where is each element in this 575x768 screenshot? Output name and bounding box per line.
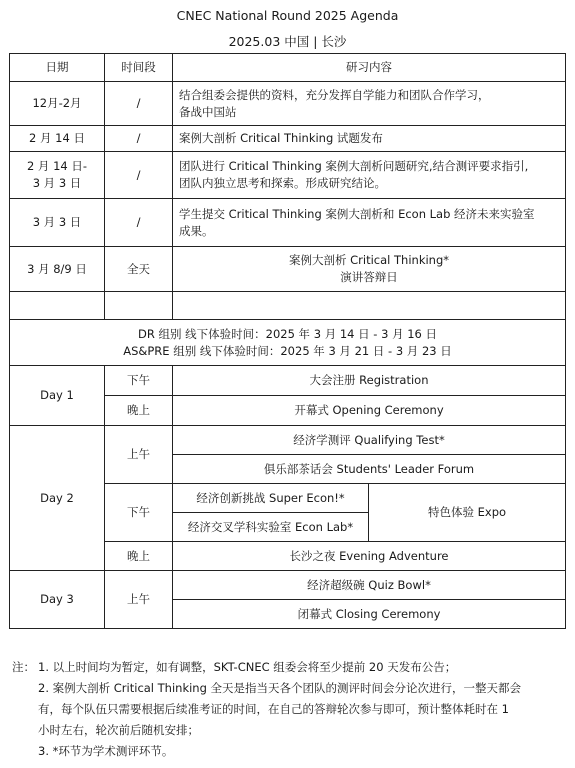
note-item — [12, 657, 564, 678]
table-row — [10, 152, 566, 199]
row-date: 2 月 14 日 — [10, 126, 105, 152]
table-header-row — [10, 54, 566, 82]
day2-expo: 特色体验 Expo — [369, 484, 566, 542]
note-line: 3. *环节为学术测评环节。 — [38, 744, 174, 758]
row-date: 3 月 8/9 日 — [10, 247, 105, 292]
content-line: 团队内独立思考和探索。形成研究结论。 — [179, 176, 386, 190]
row-content — [173, 152, 566, 199]
day3-label: Day 3 — [10, 571, 105, 629]
day1-afternoon: 下午 — [105, 366, 173, 396]
day1-opening: 开幕式 Opening Ceremony — [173, 396, 566, 426]
row-time: / — [105, 199, 173, 247]
header-date: 日期 — [10, 54, 105, 82]
table-row — [10, 571, 566, 600]
experience-line-as-pre: AS&PRE 组别 线下体验时间：2025 年 3 月 21 日 - 3 月 23 日 — [123, 343, 452, 358]
row-time: / — [105, 82, 173, 126]
content-line: 案例大剖析 Critical Thinking* — [288, 253, 450, 267]
content-line: 成果。 — [179, 223, 214, 238]
agenda-table — [9, 53, 566, 629]
day2-evening: 晚上 — [105, 542, 173, 571]
empty-cell — [173, 292, 566, 320]
page-title: CNEC National Round 2025 Agenda — [176, 8, 399, 23]
content-line: 备战中国站 — [179, 104, 237, 119]
notes-section — [12, 657, 564, 762]
note-text: 1. 以上时间均为暂定，如有调整，SKT-CNEC 组委会将至少提前 20 天发布公告； — [38, 660, 457, 674]
table-row — [10, 126, 566, 152]
row-content — [173, 82, 566, 126]
day1-evening: 晚上 — [105, 396, 173, 426]
day3-closing: 闭幕式 Closing Ceremony — [173, 600, 566, 629]
day2-qualifying: 经济学测评 Qualifying Test* — [173, 426, 566, 455]
day2-morning: 上午 — [105, 426, 173, 484]
day1-registration: 大会注册 Registration — [173, 366, 566, 396]
header-time: 时间段 — [105, 54, 173, 82]
row-time: / — [105, 126, 173, 152]
experience-line-dr: DR 组别 线下体验时间：2025 年 3 月 14 日 - 3 月 16 日 — [137, 326, 438, 341]
table-row — [10, 366, 566, 396]
day1-label: Day 1 — [10, 366, 105, 426]
row-date — [10, 152, 105, 199]
content-line: 案例大剖析 Critical Thinking 试题发布 — [179, 131, 383, 145]
day2-label: Day 2 — [10, 426, 105, 571]
content-line: 团队进行 Critical Thinking 案例大剖析问题研究,结合测评要求指引, — [179, 159, 529, 173]
content-line: 演讲答辩日 — [340, 270, 398, 284]
experience-time-row — [10, 320, 566, 366]
note-line: 有，每个队伍只需要根据后续准考证的时间，在自己的答辩轮次参与即可，预计整体耗时在 1 — [38, 702, 509, 716]
table-row — [10, 82, 566, 126]
note-line: 2. 案例大剖析 Critical Thinking 全天是指当天各个团队的测评时间会分论次进行，一整天都会 — [38, 681, 522, 695]
row-content — [173, 126, 566, 152]
day2-afternoon: 下午 — [105, 484, 173, 542]
date-line: 3 月 3 日 — [32, 176, 82, 190]
day2-evening-adventure: 长沙之夜 Evening Adventure — [173, 542, 566, 571]
experience-time-cell — [10, 320, 566, 366]
content-line: 结合组委会提供的资料，充分发挥自学能力和团队合作学习， — [179, 87, 490, 102]
row-content — [173, 199, 566, 247]
empty-cell — [10, 292, 105, 320]
note-item — [12, 741, 564, 762]
row-time: / — [105, 152, 173, 199]
notes-label: 注： — [12, 660, 35, 674]
row-date: 12月-2月 — [10, 82, 105, 126]
table-row — [10, 199, 566, 247]
empty-cell — [105, 292, 173, 320]
table-row-empty — [10, 292, 566, 320]
page-subtitle: 2025.03 中国 | 长沙 — [228, 34, 347, 49]
day2-super-econ: 经济创新挑战 Super Econ!* — [173, 484, 369, 513]
date-line: 2 月 14 日- — [26, 159, 88, 173]
day3-quiz-bowl: 经济超级碗 Quiz Bowl* — [173, 571, 566, 600]
table-row — [10, 426, 566, 455]
day3-morning: 上午 — [105, 571, 173, 629]
day2-econ-lab: 经济交叉学科实验室 Econ Lab* — [173, 513, 369, 542]
note-line: 小时左右，轮次前后随机安排； — [38, 723, 199, 737]
row-date: 3 月 3 日 — [10, 199, 105, 247]
header-content: 研习内容 — [173, 54, 566, 82]
row-content — [173, 247, 566, 292]
day2-forum: 俱乐部茶话会 Students' Leader Forum — [173, 455, 566, 484]
row-time: 全天 — [105, 247, 173, 292]
table-row — [10, 247, 566, 292]
note-item — [12, 678, 564, 741]
content-line: 学生提交 Critical Thinking 案例大剖析和 Econ Lab 经济未来实验室 — [179, 206, 535, 221]
